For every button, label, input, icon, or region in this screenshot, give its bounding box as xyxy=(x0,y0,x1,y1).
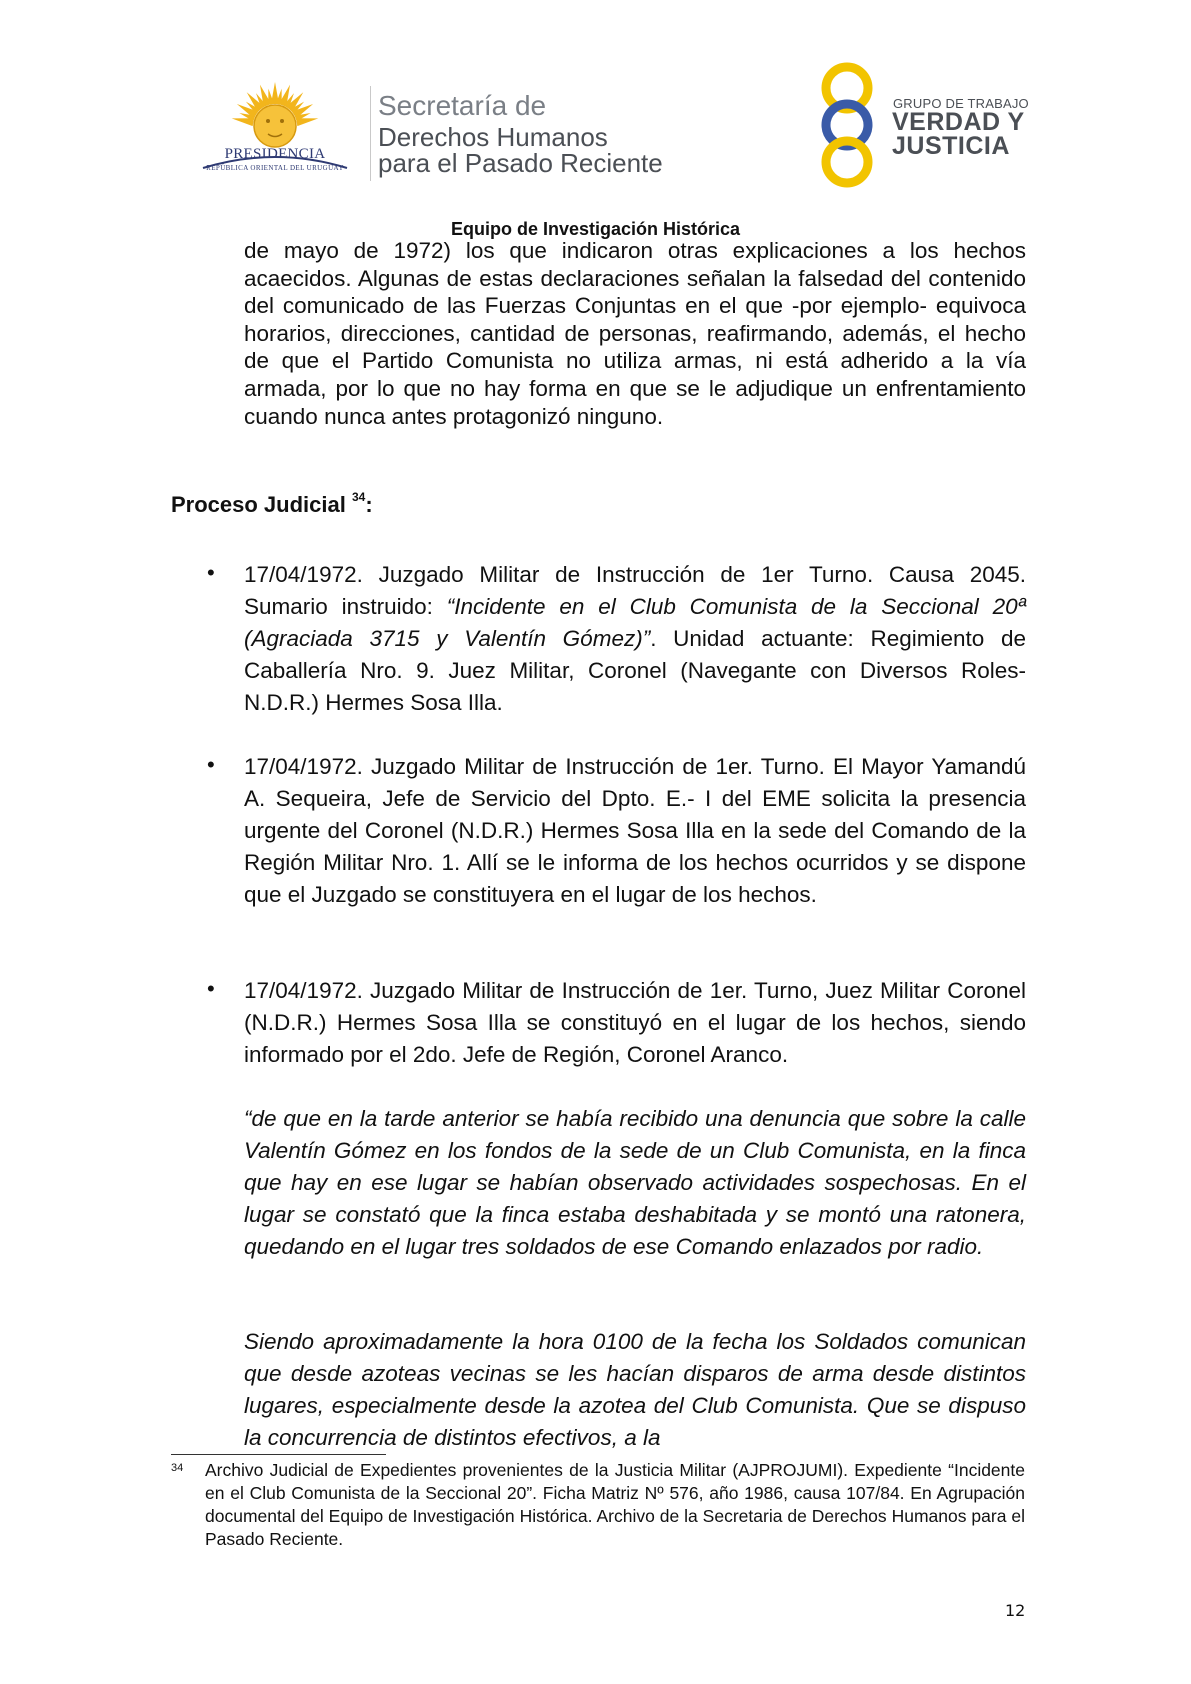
footnote-ref[interactable]: 34 xyxy=(351,490,366,504)
presidencia-subtitle: REPÚBLICA ORIENTAL DEL URUGUAY xyxy=(206,164,344,172)
item-1-text-b: . Unidad actuante: Regimiento de Caballería Nro. 9. Juez Militar, Coronel (Navegante con Diversos Roles- N.D.R.) Hermes Sosa Illa. xyxy=(244,626,1026,715)
section-heading xyxy=(171,492,373,518)
header-divider xyxy=(370,86,371,181)
grupo-title-1: VERDAD Y xyxy=(892,108,1025,136)
heading-colon: : xyxy=(365,492,373,517)
interlinked-rings-icon xyxy=(810,62,884,188)
secretaria-line-2: Derechos Humanos xyxy=(378,122,608,152)
item-1-text-a: 17/04/1972. Juzgado Militar de Instrucción de 1er Turno. Causa 2045. Sumario instruido: xyxy=(244,562,1026,619)
heading-text: Proceso Judicial xyxy=(171,492,346,517)
secretaria-line-3: para el Pasado Reciente xyxy=(378,148,663,178)
footnote-number: 34 xyxy=(171,1462,184,1474)
secretaria-line-1: Secretaría de xyxy=(378,90,547,121)
list-item: 17/04/1972. Juzgado Militar de Instrucción de 1er. Turno, Juez Militar Coronel (N.D.R.) Hermes Sosa Illa se constituyó en el lugar de los hechos, siendo informado por el 2do. Jefe de Región, Coronel Aranco. xyxy=(244,978,1026,1067)
list-item: 17/04/1972. Juzgado Militar de Instrucción de 1er. Turno. El Mayor Yamandú A. Sequeira, Jefe de Servicio del Dpto. E.- I del EME solicita la presencia urgente del Coronel (N.D.R.) Hermes Sosa Illa en la sede del Comando de la Región Militar Nro. 1. Allí se le informa de los hechos ocurridos y se dispone que el Juzgado se constituyera en el lugar de los hechos. xyxy=(244,754,1026,907)
item-1-quote: “Incidente en el Club Comunista de la Seccional 20ª (Agraciada 3715 y Valentín Gómez)” xyxy=(244,594,1026,651)
footnote-text: Archivo Judicial de Expedientes provenientes de la Justicia Militar (AJPROJUMI). Expediente “Incidente en el Club Comunista de la Seccional 20”. Ficha Matriz Nº 576, año 1986, causa 107/84. En Agrupación documental del Equipo de Investigación Histórica. Archivo de la Secretaria de Derechos Humanos para el Pasado Reciente. xyxy=(205,1460,1025,1549)
bullet-2: • xyxy=(207,752,215,777)
bullet-1: • xyxy=(207,560,215,585)
bullet-3: • xyxy=(207,976,215,1001)
quote-paragraph-2: Siendo aproximadamente la hora 0100 de la fecha los Soldados comunican que desde azoteas vecinas se les hacían disparos de arma desde distintos lugares, especialmente desde la azotea del Club Comunista. Que se dispuso la concurrencia de distintos efectivos, a la xyxy=(244,1329,1026,1450)
grupo-title-2: JUSTICIA xyxy=(892,132,1010,160)
quote-paragraph-1: “de que en la tarde anterior se había recibido una denuncia que sobre la calle Valentín Gómez en los fondos de la sede de un Club Comunista, en la finca que hay en ese lugar se habían observado actividades sospechosas. En el lugar se constató que la finca estaba deshabitada y se montó una ratonera, quedando en el lugar tres soldados de ese Comando enlazados por radio. xyxy=(244,1106,1026,1259)
presidencia-label: PRESIDENCIA xyxy=(224,146,326,162)
team-title: Equipo de Investigación Histórica xyxy=(450,219,741,239)
list-item xyxy=(244,559,1026,719)
grupo-label: GRUPO DE TRABAJO xyxy=(893,96,1029,111)
footnote-divider xyxy=(171,1454,386,1455)
page-number: 12 xyxy=(1005,1601,1026,1620)
intro-paragraph: de mayo de 1972) los que indicaron otras explicaciones a los hechos acaecidos. Algunas de estas declaraciones señalan la falsedad del contenido del comunicado de las Fuerzas Conjuntas en el que -por ejemplo- equivoca horarios, direcciones, cantidad de personas, reafirmando, además, el hecho de que el Partido Comunista no utiliza armas, ni está adherido a la vía armada, por lo que no hay forma en que se le adjudique un enfrentamiento cuando nunca antes protagonizó ninguno. xyxy=(244,238,1026,429)
